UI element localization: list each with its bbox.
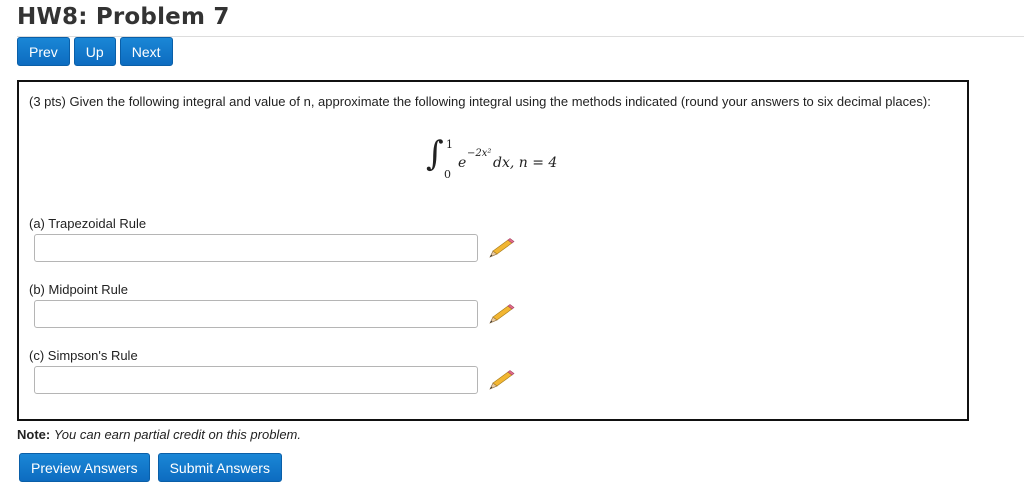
integral-sign: ∫	[426, 134, 444, 174]
pencil-icon	[487, 369, 515, 391]
upper-limit: 1	[446, 138, 453, 151]
differential-and-n: dx, n = 4	[493, 155, 558, 171]
pencil-icon	[487, 303, 515, 325]
simpsons-label: (c) Simpson's Rule	[29, 348, 138, 363]
preview-answers-button[interactable]: Preview Answers	[19, 453, 150, 482]
prev-button[interactable]: Prev	[17, 37, 70, 66]
problem-prompt: (3 pts) Given the following integral and value of n, approximate the following integral using the methods indicated (round your answers to six decimal places):	[29, 94, 931, 109]
trapezoidal-answer-input[interactable]	[34, 234, 478, 262]
integral-formula	[426, 136, 566, 186]
trapezoidal-label: (a) Trapezoidal Rule	[29, 216, 147, 231]
submit-answers-button[interactable]: Submit Answers	[158, 453, 282, 482]
exp-base: e	[458, 155, 467, 171]
midpoint-label: (b) Midpoint Rule	[29, 282, 128, 297]
problem-box	[17, 80, 969, 421]
partial-credit-note	[17, 427, 301, 442]
problem-navigation	[17, 37, 173, 66]
lower-limit: 0	[444, 168, 451, 181]
next-button[interactable]: Next	[120, 37, 173, 66]
simpsons-answer-input[interactable]	[34, 366, 478, 394]
note-label: Note:	[17, 427, 51, 442]
exponent: −2x²	[467, 148, 492, 159]
answer-actions	[19, 453, 282, 482]
pencil-icon	[487, 237, 515, 259]
midpoint-answer-input[interactable]	[34, 300, 478, 328]
page-title: HW8: Problem 7	[17, 4, 230, 30]
up-button[interactable]: Up	[74, 37, 116, 66]
note-text: You can earn partial credit on this problem.	[53, 427, 301, 442]
